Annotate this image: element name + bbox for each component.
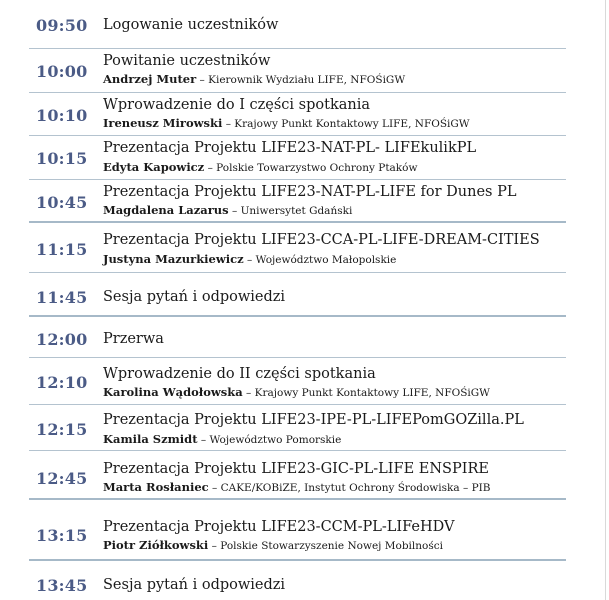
agenda-title: Prezentacja Projektu LIFE23-CCM-PL-LIFeHDV bbox=[103, 519, 455, 535]
agenda-title: Sesja pytań i odpowiedzi bbox=[103, 577, 286, 593]
speaker-affiliation: – Krajowy Punkt Kontaktowy LIFE, NFOŚiGW bbox=[246, 387, 490, 399]
page-edge-divider bbox=[605, 0, 606, 600]
agenda-row bbox=[29, 405, 566, 451]
agenda-row bbox=[29, 317, 566, 358]
agenda-row bbox=[29, 136, 566, 180]
agenda-title: Przerwa bbox=[103, 331, 164, 347]
agenda-speaker bbox=[103, 432, 341, 446]
agenda-time: 13:15 bbox=[36, 526, 88, 545]
agenda-row bbox=[29, 273, 566, 317]
agenda-time: 10:10 bbox=[36, 106, 88, 125]
agenda-title: Prezentacja Projektu LIFE23-IPE-PL-LIFEPomGOZilla.PL bbox=[103, 412, 524, 428]
speaker-name: Karolina Wądołowska bbox=[103, 385, 243, 399]
speaker-name: Ireneusz Mirowski bbox=[103, 116, 223, 130]
speaker-affiliation: – Województwo Małopolskie bbox=[247, 254, 397, 266]
agenda-speaker bbox=[103, 72, 405, 86]
agenda-time: 12:00 bbox=[36, 330, 88, 349]
agenda-time: 12:15 bbox=[36, 420, 88, 439]
agenda-title: Logowanie uczestników bbox=[103, 17, 279, 33]
agenda-title: Prezentacja Projektu LIFE23-CCA-PL-LIFE-DREAM-CITIES bbox=[103, 232, 540, 248]
agenda-row bbox=[29, 562, 566, 600]
agenda-time: 09:50 bbox=[36, 16, 88, 35]
agenda-row bbox=[29, 93, 566, 136]
speaker-affiliation: – Kierownik Wydziału LIFE, NFOŚiGW bbox=[199, 74, 406, 86]
agenda-time: 11:45 bbox=[36, 288, 88, 307]
agenda-row bbox=[29, 0, 566, 49]
agenda-speaker bbox=[103, 203, 352, 217]
speaker-affiliation: – Polskie Towarzystwo Ochrony Ptaków bbox=[207, 162, 418, 174]
speaker-affiliation: – CAKE/KOBiZE, Instytut Ochrony Środowiska – PIB bbox=[211, 482, 491, 494]
agenda-speaker bbox=[103, 160, 417, 174]
agenda-row bbox=[29, 180, 566, 223]
speaker-name: Kamila Szmidt bbox=[103, 432, 198, 446]
agenda-title: Wprowadzenie do I części spotkania bbox=[103, 97, 371, 113]
agenda-time: 10:45 bbox=[36, 193, 88, 212]
agenda-title: Prezentacja Projektu LIFE23-NAT-PL- LIFEkulikPL bbox=[103, 140, 477, 156]
speaker-affiliation: – Krajowy Punkt Kontaktowy LIFE, NFOŚiGW bbox=[225, 118, 470, 130]
speaker-name: Marta Rosłaniec bbox=[103, 480, 209, 494]
agenda-row bbox=[29, 500, 566, 561]
speaker-affiliation: – Uniwersytet Gdański bbox=[231, 205, 353, 217]
speaker-name: Andrzej Muter bbox=[103, 72, 197, 86]
agenda-speaker bbox=[103, 538, 443, 552]
speaker-name: Magdalena Lazarus bbox=[103, 203, 229, 217]
agenda-row bbox=[29, 451, 566, 500]
speaker-affiliation: – Polskie Stowarzyszenie Nowej Mobilności bbox=[211, 540, 443, 552]
agenda-title: Sesja pytań i odpowiedzi bbox=[103, 289, 286, 305]
speaker-name: Justyna Mazurkiewicz bbox=[103, 252, 244, 266]
speaker-name: Edyta Kapowicz bbox=[103, 160, 205, 174]
agenda-time: 11:15 bbox=[36, 240, 88, 259]
agenda-title: Prezentacja Projektu LIFE23-GIC-PL-LIFE ENSPIRE bbox=[103, 461, 489, 477]
speaker-name: Piotr Ziółkowski bbox=[103, 538, 209, 552]
agenda-speaker bbox=[103, 252, 396, 266]
agenda-title: Powitanie uczestników bbox=[103, 53, 271, 69]
agenda-time: 12:10 bbox=[36, 373, 88, 392]
agenda-row bbox=[29, 224, 566, 273]
agenda-time: 10:00 bbox=[36, 62, 88, 81]
agenda-time: 13:45 bbox=[36, 576, 88, 595]
agenda-time: 12:45 bbox=[36, 469, 88, 488]
agenda-row bbox=[29, 49, 566, 93]
agenda-title: Prezentacja Projektu LIFE23-NAT-PL-LIFE for Dunes PL bbox=[103, 184, 517, 200]
agenda-time: 10:15 bbox=[36, 149, 88, 168]
agenda-row bbox=[29, 358, 566, 405]
agenda-title: Wprowadzenie do II części spotkania bbox=[103, 366, 376, 382]
agenda-speaker bbox=[103, 480, 491, 494]
agenda-speaker bbox=[103, 116, 470, 130]
speaker-affiliation: – Województwo Pomorskie bbox=[200, 434, 342, 446]
agenda-speaker bbox=[103, 385, 490, 399]
